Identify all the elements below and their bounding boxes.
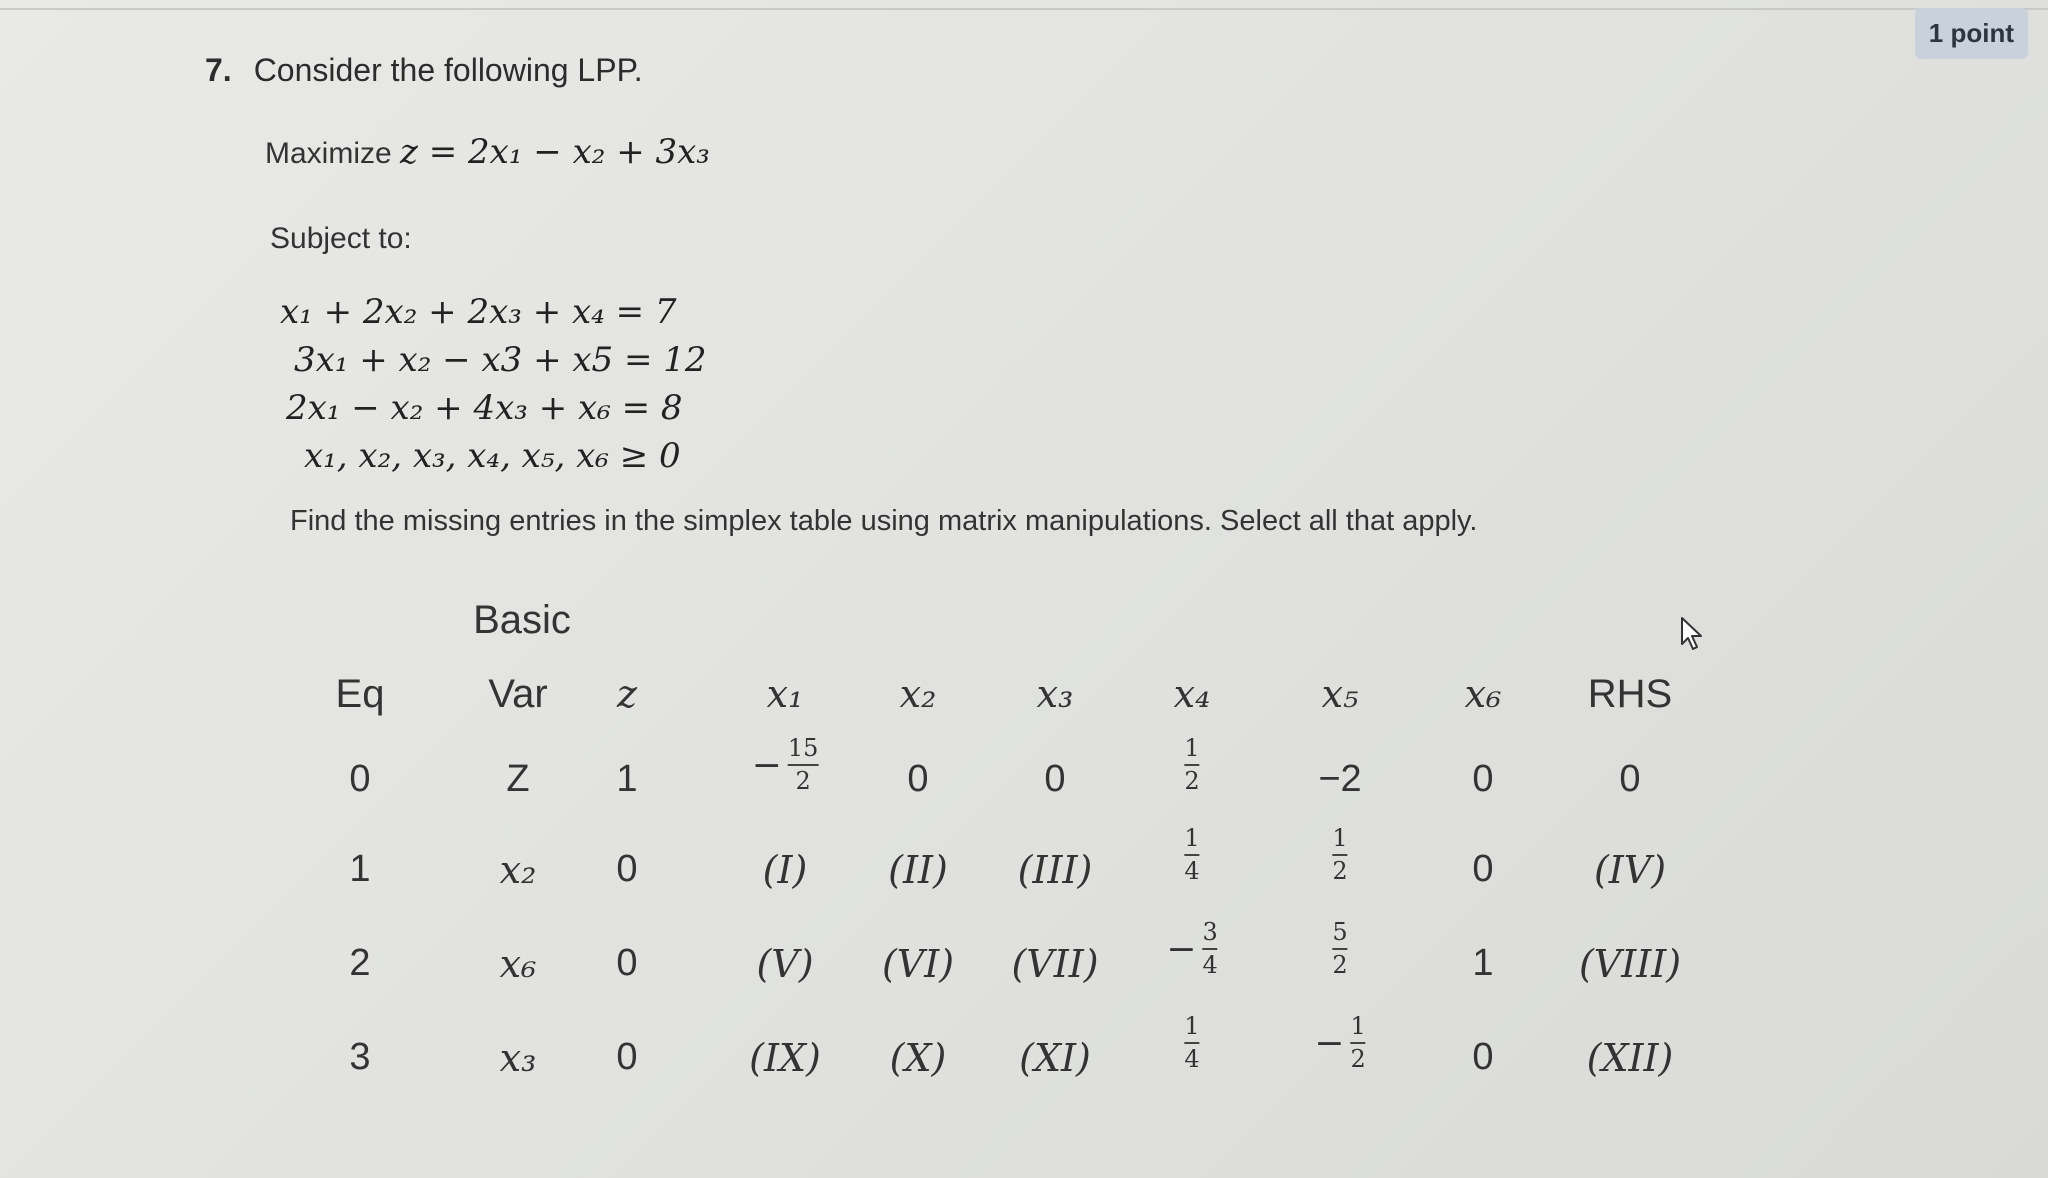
column-header-x3: x₃ [1036,672,1074,716]
cell-row0-x6: 0 [1472,758,1494,800]
fraction [1202,920,1217,978]
cell-row0-z: 1 [616,758,638,800]
cell-row1-x1: (I) [762,848,808,892]
fraction [1184,1014,1199,1072]
cell-row3-x1: (IX) [749,1036,821,1080]
fraction-denominator: 2 [1350,1045,1366,1074]
cell-row1-eq: 1 [349,848,371,890]
fraction-bar [1350,1042,1365,1044]
column-header-z: z [616,672,638,716]
cell-row0-x1 [752,736,819,794]
cell-row2-x2: (VI) [881,942,955,986]
fraction-denominator: 4 [1184,1045,1200,1074]
objective-label: Maximize [265,137,392,170]
fraction-sign: − [751,744,782,786]
cell-row1-x4 [1184,826,1199,884]
constraint-1: x₁ + 2x₂ + 2x₃ + x₄ = 7 [280,292,677,332]
cell-row2-x3: (VII) [1011,942,1099,986]
cell-row1-x2: (II) [888,848,948,892]
cell-row2-eq: 2 [349,942,371,984]
fraction-denominator: 2 [1184,767,1200,796]
fraction [788,736,819,794]
column-header-x5: x₅ [1321,672,1359,716]
fraction-numerator: 1 [1184,1012,1200,1040]
cell-row0-x4 [1184,736,1199,794]
fraction-denominator: 2 [1332,857,1348,886]
cell-row0-x2: 0 [907,758,929,800]
objective-expression: z = 2x₁ − x₂ + 3x₃ [400,132,710,172]
fraction-denominator: 2 [795,767,811,796]
fraction-denominator: 2 [1332,951,1348,980]
column-header-x1: x₁ [766,672,804,716]
points-badge: 1 point [1915,8,2028,59]
cell-row2-z: 0 [616,942,638,984]
cell-row1-x5 [1332,826,1347,884]
cell-row3-rhs: (XII) [1586,1036,1674,1080]
fraction-bar [1184,764,1199,766]
cell-row3-x5 [1314,1014,1365,1072]
cell-row1-x3: (III) [1017,848,1093,892]
fraction-bar [1332,948,1347,950]
fraction-bar [1332,854,1347,856]
cell-row1-rhs: (IV) [1593,848,1667,892]
column-header-x6: x₆ [1464,672,1502,716]
basic-header: Basic [473,598,571,642]
cell-row2-rhs: (VIII) [1578,942,1682,986]
fraction-sign: − [1314,1022,1345,1064]
cell-row2-x1: (V) [756,942,814,986]
cell-row2-x5 [1332,920,1347,978]
fraction [1184,736,1199,794]
cell-row3-x6: 0 [1472,1036,1494,1078]
cell-row0-x3: 0 [1044,758,1066,800]
fraction-denominator: 4 [1202,951,1218,980]
fraction-numerator: 1 [1184,824,1200,852]
fraction-numerator: 3 [1202,918,1218,946]
fraction-numerator: 15 [787,734,819,762]
cell-row3-z: 0 [616,1036,638,1078]
column-header-x2: x₂ [899,672,937,716]
question-number: 7. [205,52,232,88]
fraction-denominator: 4 [1184,857,1200,886]
fraction-bar [1184,854,1199,856]
cell-row3-x2: (X) [889,1036,947,1080]
subject-to-label: Subject to: [270,222,412,255]
fraction-numerator: 1 [1332,824,1348,852]
column-header-rhs: RHS [1587,672,1673,716]
cell-row0-rhs: 0 [1619,758,1641,800]
fraction-bar [1184,1042,1199,1044]
fraction-bar [788,764,819,766]
fraction-numerator: 1 [1184,734,1200,762]
fraction [1332,920,1347,978]
cell-row3-x4 [1184,1014,1199,1072]
cell-row2-x4 [1166,920,1217,978]
cell-row1-x6: 0 [1472,848,1494,890]
fraction-numerator: 5 [1332,918,1348,946]
cell-row0-var: Z [506,758,530,800]
fraction-sign: − [1166,928,1197,970]
column-header-eq: Eq [335,672,385,716]
fraction [1332,826,1347,884]
column-header-x4: x₄ [1173,672,1211,716]
fraction [1350,1014,1365,1072]
cell-row3-eq: 3 [349,1036,371,1078]
cell-row2-x6: 1 [1472,942,1494,984]
cell-row1-var: x₂ [499,848,537,892]
cell-row2-var: x₆ [499,942,537,986]
nonnegativity-constraint: x₁, x₂, x₃, x₄, x₅, x₆ ≥ 0 [304,436,681,476]
column-header-var: Var [488,672,548,716]
cell-row0-x5: −2 [1318,758,1362,800]
instruction-text: Find the missing entries in the simplex table using matrix manipulations. Select all that apply. [290,505,1478,537]
fraction [1184,826,1199,884]
cell-row3-x3: (XI) [1019,1036,1091,1080]
cell-row1-z: 0 [616,848,638,890]
constraint-2: 3x₁ + x₂ − x3 + x5 = 12 [294,340,707,380]
fraction-numerator: 1 [1350,1012,1366,1040]
cell-row3-var: x₃ [499,1036,537,1080]
fraction-bar [1202,948,1217,950]
constraint-3: 2x₁ − x₂ + 4x₃ + x₆ = 8 [286,388,683,428]
cell-row0-eq: 0 [349,758,371,800]
question-text: Consider the following LPP. [253,52,643,88]
